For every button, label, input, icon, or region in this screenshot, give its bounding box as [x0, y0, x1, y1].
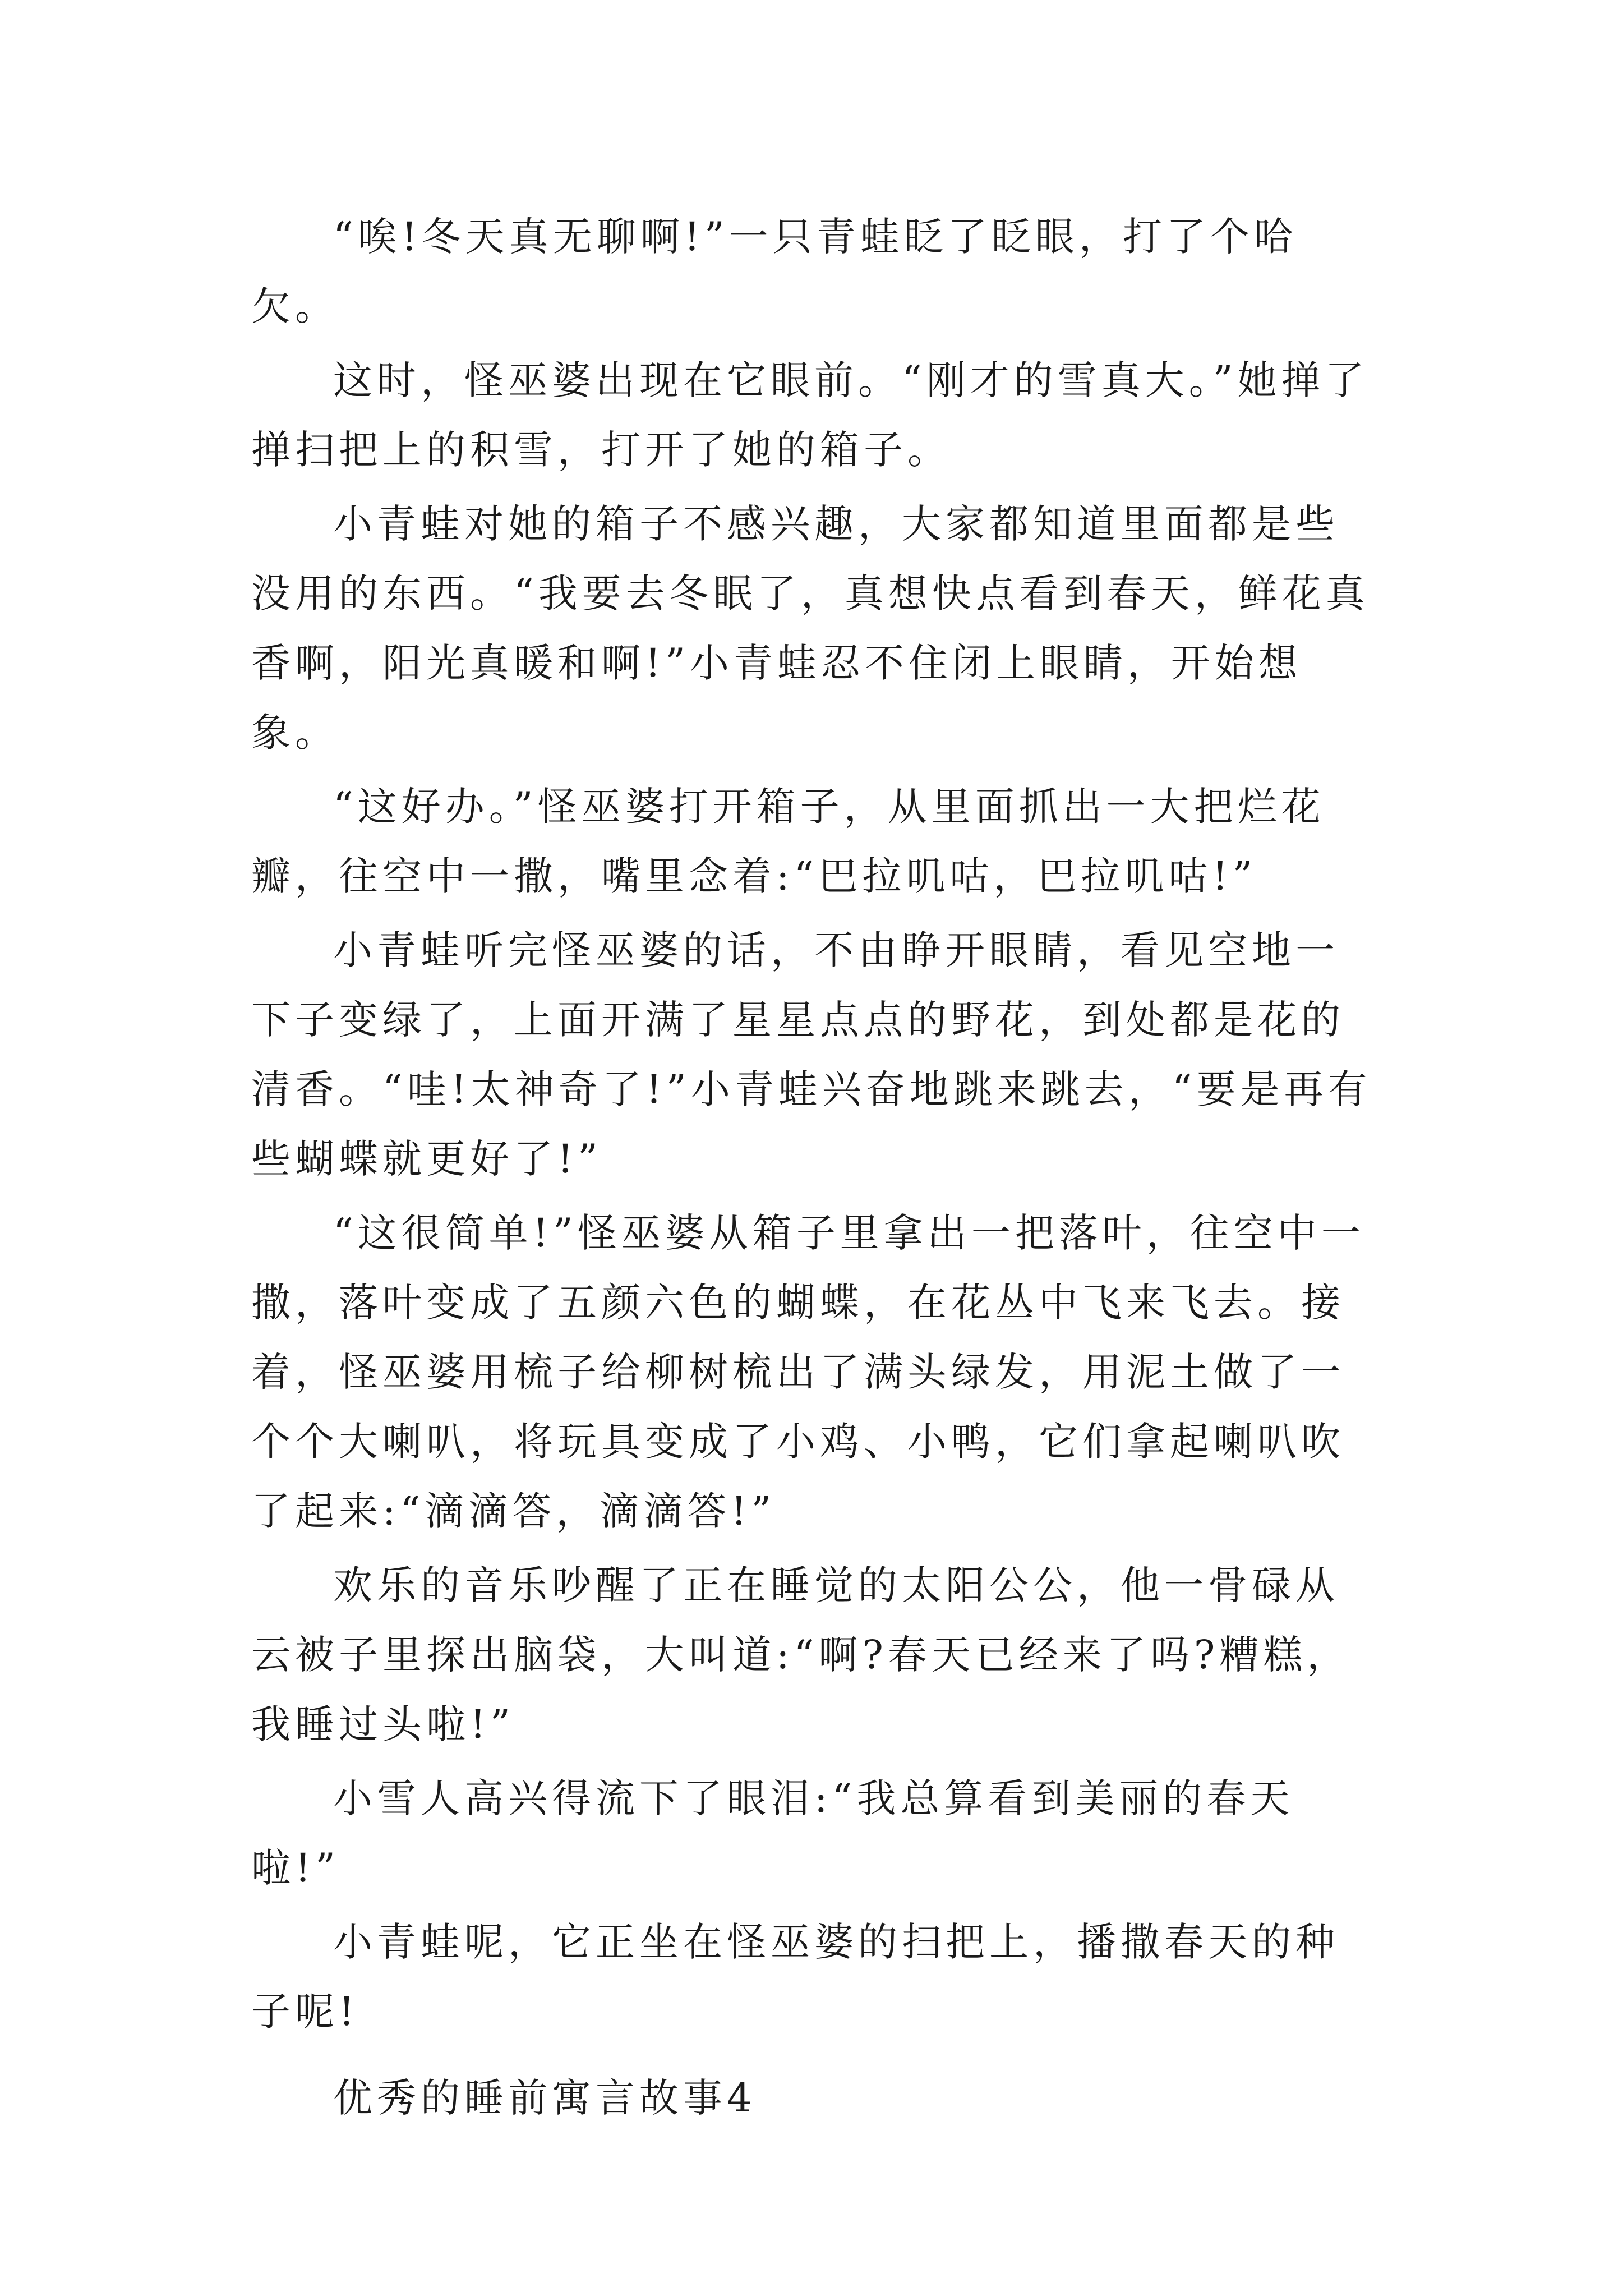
paragraph-8: 小雪人高兴得流下了眼泪:“我总算看到美丽的春天啦!”	[251, 1775, 1294, 1891]
paragraph-6: “这很简单!”怪巫婆从箱子里拿出一把落叶，往空中一撒，落叶变成了五颜六色的蝴蝶，在花丛中飞来飞去。接着，怪巫婆用梳子给柳树梳出了满头绿发，用泥土做了一个个大喇叭，将玩具变成了小鸡、小鸭，它们拿起喇叭吹了起来:“滴滴答，滴滴答!”	[251, 1210, 1365, 1534]
paragraph-2: 这时，怪巫婆出现在它眼前。“刚才的雪真大。”她掸了掸扫把上的积雪，打开了她的箱子。	[251, 357, 1369, 473]
paragraph-4: “这好办。”怪巫婆打开箱子，从里面抓出一大把烂花瓣，往空中一撒，嘴里念着:“巴拉叽咕，巴拉叽咕!”	[251, 784, 1325, 899]
section-heading: 优秀的睡前寓言故事4	[333, 2075, 757, 2121]
paragraph-5: 小青蛙听完怪巫婆的话，不由睁开眼睛，看见空地一下子变绿了，上面开满了星星点点的野花，到处都是花的清香。“哇!太神奇了!”小青蛙兴奋地跳来跳去，“要是再有些蝴蝶就更好了!”	[251, 927, 1372, 1182]
paragraph-3: 小青蛙对她的箱子不感兴趣，大家都知道里面都是些没用的东西。“我要去冬眠了，真想快点看到春天，鲜花真香啊，阳光真暖和啊!”小青蛙忍不住闭上眼睛，开始想象。	[251, 501, 1370, 756]
paragraph-1: “唉!冬天真无聊啊!”一只青蛙眨了眨眼，打了个哈欠。	[251, 214, 1298, 329]
paragraph-7: 欢乐的音乐吵醒了正在睡觉的太阳公公，他一骨碌从云被子里探出脑袋，大叫道:“啊?春天已经来了吗?糟糕，我睡过头啦!”	[251, 1562, 1351, 1747]
story-text	[251, 202, 1373, 2133]
paragraph-9: 小青蛙呢，它正坐在怪巫婆的扫把上，播撒春天的种子呢!	[251, 1919, 1339, 2035]
